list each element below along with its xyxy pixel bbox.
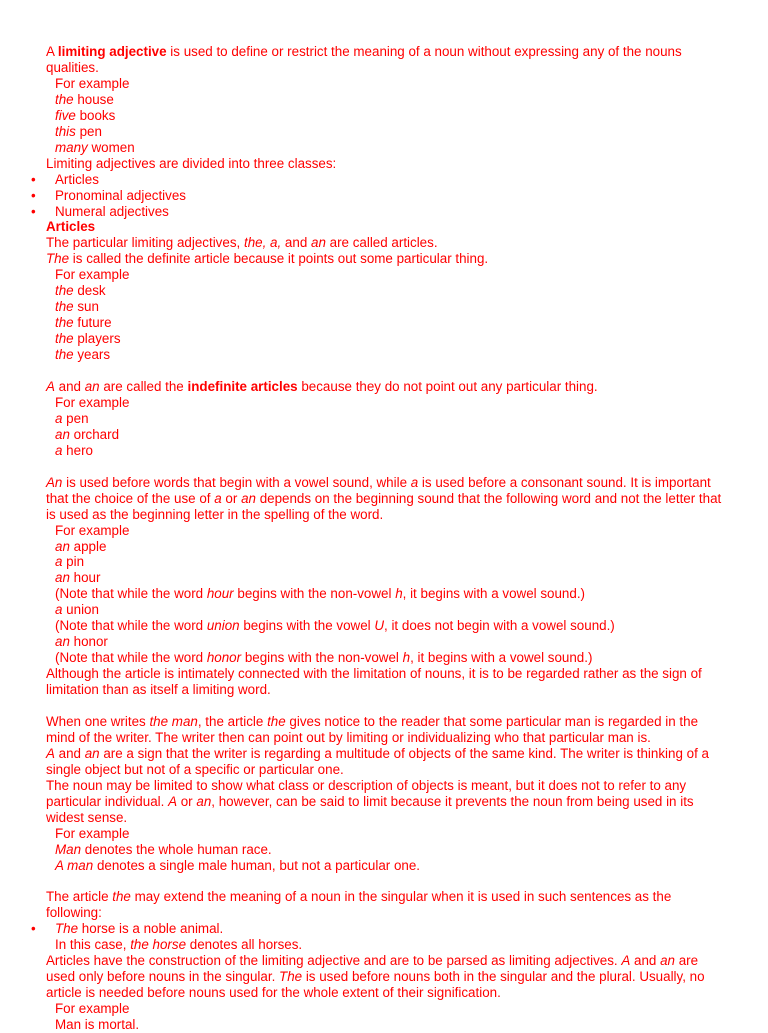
text-run: begins with the non-vowel <box>241 650 403 666</box>
text-run: , the article <box>197 713 268 729</box>
text-line <box>0 937 735 953</box>
text-line <box>0 124 735 140</box>
text-run: gives notice to the reader that some particular man is regarded in the mind of the writer. The writer then can point out by limiting or individualizing who that particular man is. <box>46 713 699 745</box>
text-run: , it does not begin with a vowel sound.) <box>384 618 615 634</box>
text-line <box>0 283 735 299</box>
text-run: For example <box>55 1001 130 1017</box>
italic-text: the man <box>149 713 198 729</box>
italic-text: the <box>55 347 74 363</box>
text-line <box>0 76 735 92</box>
italic-text: many <box>55 139 88 155</box>
italic-text: a <box>55 442 63 458</box>
italic-text: A <box>621 953 631 969</box>
text-run: For example <box>55 267 130 283</box>
italic-text: U <box>374 618 385 634</box>
text-run: The article <box>46 889 113 905</box>
text-run: In this case, <box>55 937 131 953</box>
text-line <box>0 602 735 618</box>
text-line <box>0 889 726 921</box>
text-run: denotes the whole human race. <box>81 841 272 857</box>
italic-text: a <box>55 410 63 426</box>
italic-text: the <box>267 713 286 729</box>
italic-text: A man <box>55 857 94 873</box>
text-run: (Note that while the word <box>55 586 207 602</box>
blank-line <box>0 363 768 379</box>
text-line <box>0 443 735 459</box>
text-line <box>0 235 726 251</box>
italic-text: A <box>168 793 178 809</box>
blank-line <box>0 698 768 714</box>
text-line <box>0 858 735 874</box>
text-line <box>0 299 735 315</box>
text-line <box>0 618 735 634</box>
text-line <box>0 1001 735 1017</box>
text-run: begins with the non-vowel <box>233 586 396 602</box>
text-run: because they do not point out any particular thing. <box>297 379 598 394</box>
bold-text: limiting adjective <box>57 44 167 59</box>
text-run: For example <box>55 75 130 91</box>
text-run: The noun may be limited to show what class or description of objects is meant, but it does not to refer to any particular individual. <box>46 777 687 809</box>
italic-text: the horse <box>130 937 187 953</box>
text-line <box>0 953 726 1001</box>
text-run: begins with the vowel <box>239 618 375 634</box>
text-line <box>0 395 735 411</box>
text-run: denotes all horses. <box>186 937 303 953</box>
text-line <box>0 634 735 650</box>
text-line <box>0 539 735 555</box>
italic-text: an <box>84 379 100 394</box>
italic-text: A <box>46 745 55 761</box>
text-run: may extend the meaning of a noun in the singular when it is used in such sentences as the following: <box>46 889 672 921</box>
text-line <box>0 714 726 746</box>
text-run: For example <box>55 825 130 841</box>
text-line <box>0 44 726 76</box>
text-run: Articles <box>55 171 99 187</box>
text-run: For example <box>55 394 130 410</box>
text-line <box>0 331 735 347</box>
text-run: depends on the beginning sound that the following word and not the letter that is used as the beginning letter in the spelling of the word. <box>46 490 722 522</box>
text-run: books <box>75 107 116 123</box>
bullet-item <box>0 188 735 204</box>
text-run: Man is mortal. <box>55 1017 140 1033</box>
text-run: and <box>54 379 85 394</box>
italic-text: the, a, <box>243 235 282 251</box>
text-run: years <box>73 347 111 363</box>
italic-text: h <box>395 586 403 602</box>
text-run: and <box>54 745 85 761</box>
text-line <box>0 315 735 331</box>
text-run: and <box>630 953 661 969</box>
text-run: denotes a single male human, but not a particular one. <box>93 857 421 873</box>
italic-text: an <box>84 745 100 761</box>
text-line <box>0 1017 735 1033</box>
text-line <box>0 267 735 283</box>
text-run: hour <box>69 570 101 586</box>
italic-text: The <box>46 251 70 267</box>
italic-text: the <box>55 283 74 299</box>
bold-text: Articles <box>46 219 96 235</box>
italic-text: a <box>214 490 222 506</box>
text-run: , it begins with a vowel sound.) <box>402 586 585 602</box>
italic-text: hour <box>206 586 234 602</box>
text-run: (Note that while the word <box>55 618 207 634</box>
text-run: When one writes <box>46 713 150 729</box>
text-run: pen <box>75 123 102 139</box>
text-run: future <box>73 315 112 331</box>
italic-text: five <box>55 107 76 123</box>
text-run: For example <box>55 522 130 538</box>
italic-text: a <box>55 602 63 618</box>
text-line <box>0 666 726 698</box>
text-run: The particular limiting adjectives, <box>46 235 244 251</box>
italic-text: A <box>46 379 55 394</box>
text-line <box>0 411 735 427</box>
text-line <box>0 379 726 395</box>
text-line <box>0 251 726 267</box>
text-run: hero <box>62 442 93 458</box>
text-run: Pronominal adjectives <box>55 187 186 203</box>
text-run: (Note that while the word <box>55 650 207 666</box>
bullet-icon: • <box>31 187 36 203</box>
text-run: are called the <box>99 379 188 394</box>
text-run: Numeral adjectives <box>55 203 169 219</box>
text-run: Articles have the construction of the limiting adjective and are to be parsed as limiting adjectives. <box>46 953 622 969</box>
italic-text: an <box>55 570 70 586</box>
text-run: Limiting adjectives are divided into three classes: <box>46 155 337 171</box>
text-run: pen <box>62 410 89 426</box>
italic-text: an <box>55 538 70 554</box>
text-line <box>0 586 735 602</box>
text-run: union <box>62 602 99 618</box>
text-line <box>0 347 735 363</box>
text-run: or <box>177 793 197 809</box>
italic-text: the <box>55 315 74 331</box>
italic-text: The <box>279 969 303 985</box>
italic-text: Man <box>55 841 82 857</box>
text-line <box>0 108 735 124</box>
italic-text: this <box>55 123 76 139</box>
bullet-item <box>0 172 735 188</box>
blank-line <box>0 874 768 890</box>
text-run: or <box>221 490 242 506</box>
text-line <box>0 427 735 443</box>
italic-text: h <box>402 650 411 666</box>
italic-text: An <box>46 474 63 490</box>
italic-text: The <box>55 921 79 937</box>
italic-text: the <box>55 331 74 347</box>
text-run: is used to define or restrict the meaning of a noun without expressing any of the nouns qualities. <box>46 44 682 75</box>
text-run: apple <box>69 538 107 554</box>
text-run: players <box>73 331 121 347</box>
text-run: is used before nouns both in the singular and the plural. Usually, no article is needed before nouns used for the whole extent of their signification. <box>46 969 705 1001</box>
text-line <box>0 92 735 108</box>
text-run: are a sign that the writer is regarding a multitude of objects of the same kind. The writer is thinking of a single object but not of a specific or particular one. <box>46 745 709 777</box>
text-run: , it begins with a vowel sound.) <box>410 650 593 666</box>
text-line <box>0 746 726 778</box>
italic-text: a <box>55 554 63 570</box>
italic-text: an <box>196 793 212 809</box>
italic-text: the <box>112 889 131 905</box>
text-line <box>0 826 735 842</box>
text-line <box>0 570 735 586</box>
text-line <box>0 842 735 858</box>
text-run: is called the definite article because it points out some particular thing. <box>69 251 489 267</box>
text-line <box>0 554 735 570</box>
italic-text: an <box>55 634 70 650</box>
text-line <box>0 475 726 523</box>
italic-text: an <box>311 235 326 251</box>
italic-text: the <box>55 91 74 107</box>
bullet-item <box>0 204 735 220</box>
text-run: A <box>46 44 58 59</box>
text-run: is used before words that begin with a vowel sound, while <box>62 474 411 490</box>
bullet-icon: • <box>31 203 36 219</box>
text-line <box>0 156 726 172</box>
text-run: and <box>281 235 311 251</box>
italic-text: honor <box>206 650 242 666</box>
text-run: orchard <box>69 426 120 442</box>
italic-text: union <box>206 618 240 634</box>
text-line <box>0 778 726 826</box>
text-run: is used before a consonant sound. It is important that the choice of the use of <box>46 474 711 506</box>
italic-text: an <box>55 426 70 442</box>
text-line <box>0 650 735 666</box>
text-run: horse is a noble animal. <box>78 921 224 937</box>
text-run: , however, can be said to limit because it prevents the noun from being used in its widest sense. <box>46 793 694 825</box>
bullet-icon: • <box>31 171 36 187</box>
text-run: women <box>87 139 135 155</box>
italic-text: a <box>410 474 419 490</box>
text-line <box>0 140 735 156</box>
italic-text: an <box>660 953 675 969</box>
text-run: are used only before nouns in the singular. <box>46 953 699 985</box>
text-run: sun <box>73 299 99 315</box>
bullet-item <box>0 921 735 937</box>
text-run: are called articles. <box>325 235 438 251</box>
bullet-icon: • <box>31 921 36 937</box>
text-line <box>0 523 735 539</box>
blank-line <box>0 459 768 475</box>
text-run: Although the article is intimately connected with the limitation of nouns, it is to be regarded rather as the sign of limitation than as itself a limiting word. <box>46 666 702 698</box>
document-body <box>0 44 768 1033</box>
text-run: desk <box>73 283 106 299</box>
text-run: house <box>73 91 114 107</box>
text-run: pin <box>62 554 85 570</box>
bold-text: indefinite articles <box>187 379 298 394</box>
text-run: honor <box>69 634 108 650</box>
italic-text: an <box>241 490 256 506</box>
text-line <box>0 219 726 235</box>
italic-text: the <box>55 299 74 315</box>
